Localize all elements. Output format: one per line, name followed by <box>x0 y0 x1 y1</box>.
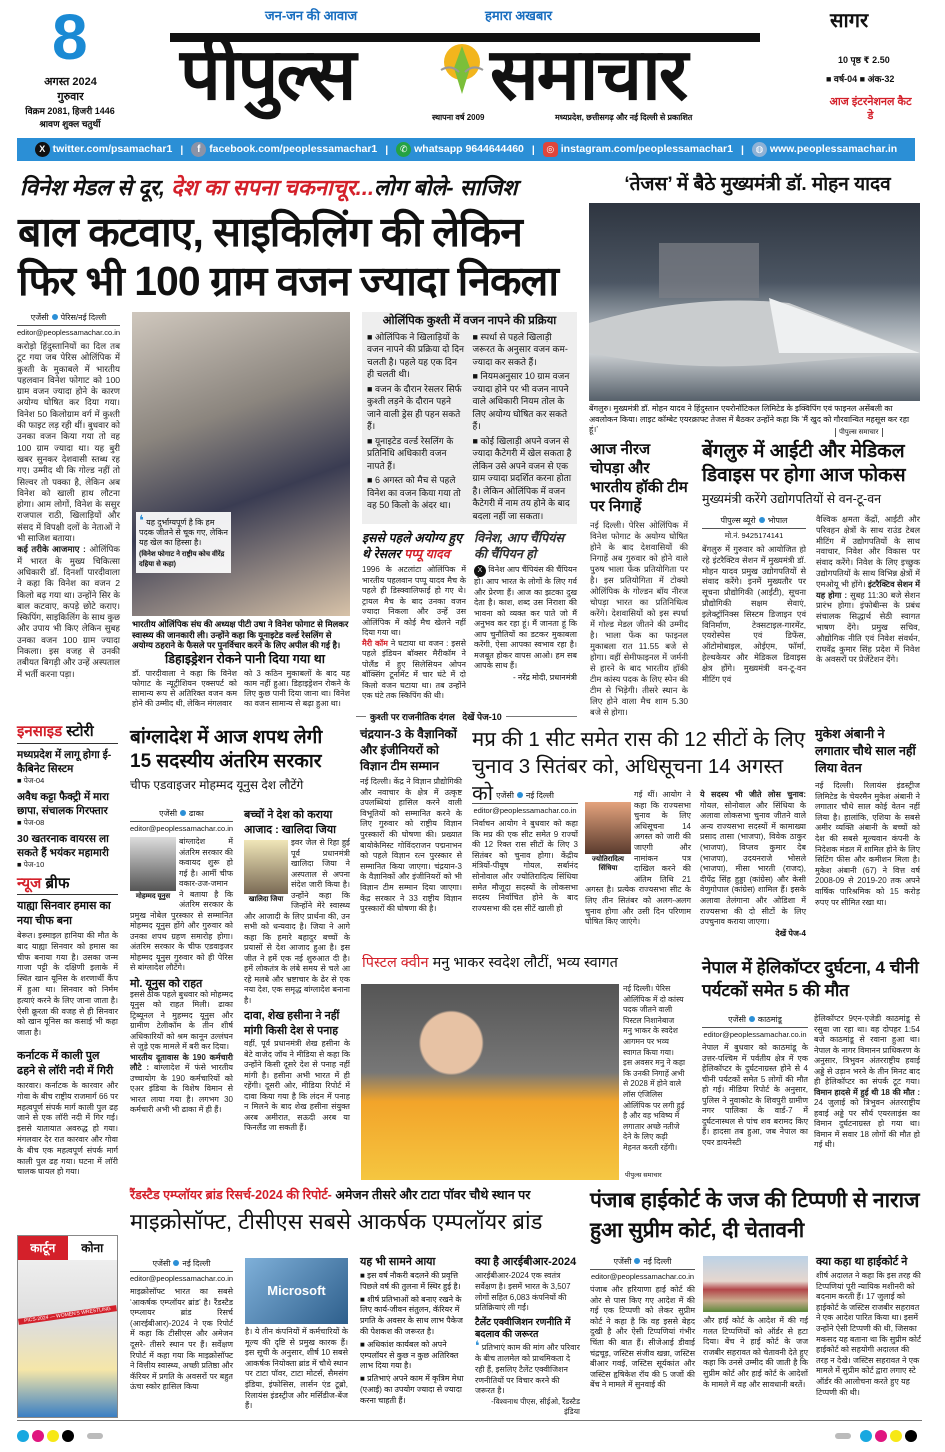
yellow-mark <box>47 1430 59 1442</box>
social-twitter[interactable]: X twitter.com/psamachar1 <box>35 142 173 157</box>
email: editor@peoplessamachar.co.in <box>590 1272 695 1281</box>
cyan-mark <box>860 1430 872 1442</box>
modi-message: विनेश, आप चैंपियंस की चैंपियन हो X विनेश आप चैंपियंस की चैंपियन हो। आप भारत के लोगों के लिए गर्व और प्रेरणा हैं। आज का झटका दुख देता है। काश, शब्द उस निराशा की भावना को व्यक्त कर पाते जो मैं अनुभव कर रहा हूं। मैं जानता हूं कि आप चुनौतियों का डटकर मुकाबला करेंगी, ऐसा आपका स्वभाव रहा है। मजबूत होकर वापस आओ। हम सब आपके साथ हैं। - नरेंद्र मोदी, प्रधानमंत्री <box>474 531 577 682</box>
instagram-icon: ◎ <box>543 142 558 157</box>
lead-kicker: विनेश मेडल से दूर, देश का सपना चकनाचूर...लोग बोले- साजिश <box>20 175 518 200</box>
dehydration-col2: को 3 कठिन मुकाबलों के बाद यह काम नहीं हुआ। डिहाइड्रेशन रोकने के लिए कुछ पानी दिया जाना था। विनेश का वजन सामान्य से बढ़ा हुआ था। <box>244 669 350 708</box>
box-item: ■ वजन के दौरान रेसलर सिर्फ कुश्ती लड़ने के दौरान पहने जाने वाली ड्रेस ही पहन सकते हैं। <box>367 383 467 433</box>
x-icon: X <box>35 142 50 157</box>
tejas-caption: बेंगलुरु। मुख्यमंत्री डॉ. मोहन यादव ने हिंदुस्तान एयरोनॉटिकल लिमिटेड के इक्विपिंग एवं फाइनल असेंबली का अवलोकन किया। लाइट कॉम्बेट एयरक्राफ्ट तेजस में बैठकर उन्होंने कहा कि ‘मैं खुद को गौरवान्वित महसूस कर रहा हूं।’ <box>589 404 910 434</box>
whatsapp-icon: ✆ <box>396 142 411 157</box>
magenta-mark <box>875 1430 887 1442</box>
dehydration-headline: डिहाइड्रेशन रोकने पानी दिया गया था <box>165 652 325 666</box>
manu-headline: पिस्टल क्वीन मनु भाकर स्वदेश लौटीं, भव्य स्वागत <box>362 955 618 971</box>
tithi: श्रावण शुक्ल चतुर्थी <box>39 119 101 129</box>
vinesh-photo <box>132 312 350 616</box>
magenta-mark <box>32 1430 44 1442</box>
inside-item[interactable]: 30 खतरनाक वायरस ला सकते हैं भयंकर महामारी ■ पेज-10 <box>17 832 109 869</box>
box-item: ■ स्पर्धा से पहले खिलाड़ी जरूरत के अनुसार वजन कम-ज्यादा कर सकते हैं। <box>473 331 573 369</box>
issue-month: अगस्त 2024 <box>44 76 97 88</box>
email: editor@peoplessamachar.co.in <box>473 806 577 815</box>
khaleda-photo <box>244 840 288 894</box>
byline: एजेंसी पेरिस/नई दिल्ली <box>17 312 120 326</box>
lead-headline: बाल कटवाए, साइकिलिंग की लेकिन फिर भी 100 ग्राम वजन ज्यादा निकला <box>18 209 558 304</box>
issue-day: 8 <box>52 1 88 73</box>
box-item: ■ कोई खिलाड़ी अपने वजन से ज्यादा कैटेगरी में खेल सकता है लेकिन उसे अपने वजन से एक ग्राम ज्यादा प्रदर्शित करना होता है। लेकिन ओलिंपिक में वजन कैटेगरी में नाम तय होने के बाद बदला नहीं जा सकता। <box>473 435 573 523</box>
neeraj-story: आज नीरज चोपड़ा और भारतीय हॉकी टीम पर निगाहें नई दिल्ली। पेरिस ओलिंपिक में विनेश फोगाट के अयोग्य घोषित होने के बाद देशवासियों की निगाहें अब गुरुवार को होने वाले पुरुष भाला फेंक प्रतियोगिता पर है। इस प्रतियोगिता में टोक्यो ओलिंपिक के गोल्डन बॉय नीरज चोपड़ा भारत का प्रतिनिधित्व करेंगे। देशवासियों को इस स्पर्धा में गोल्ड मेडल जीतने की उम्मीद है। भाला फेंक का फाइनल मुकाबला रात 11.55 बजे से होगा। वहीं सेमीफाइनल में जर्मनी से हारने के बाद भारतीय हॉकी टीम कांस्य पदक के लिए स्पेन की टीम से भिड़ेगी। तीसरे स्थान के लिए होने वाला मैच शाम 5.30 बजे से होगा। <box>590 441 688 717</box>
microsoft-photo: Microsoft <box>245 1258 348 1324</box>
bangladesh-story: बांग्लादेश में आज शपथ लेगी 15 सदस्यीय अंतरिम सरकार चीफ एडवाइजर मोहम्मद यूनुस देश लौटेंगे <box>130 727 323 792</box>
masthead <box>0 0 945 136</box>
box-item: ■ 6 अगस्त को मैच से पहले विनेश का वजन किया गया तो वह 50 किलो के अंदर था। <box>367 474 467 512</box>
supreme-court-photo <box>703 1256 808 1312</box>
logo-pen-icon <box>437 40 487 96</box>
inside-item[interactable]: अवैध कट्टा फैक्ट्री में मारा छापा, संचालक गिरफ्तार ■ पेज-08 <box>17 790 110 827</box>
jet-illustration <box>589 203 920 401</box>
khaleda-caption: खालिदा जिया <box>248 896 284 903</box>
yellow-mark <box>890 1430 902 1442</box>
randstad-kicker: रैंडस्टैड एम्प्लॉयर ब्रांड रिसर्च-2024 की रिपोर्ट- अमेजन तीसरे और टाटा पॉवर चौथे स्थान पर <box>130 1188 531 1202</box>
social-whatsapp[interactable]: ✆ whatsapp 9644644460 <box>396 142 524 157</box>
black-mark <box>905 1430 917 1442</box>
quote-icon: ❛ <box>475 1338 480 1354</box>
special-day: आज इंटरनेशनल कैट डे <box>829 96 912 122</box>
byline: एजेंसी काठमांडू <box>702 1014 808 1028</box>
manu-body: नई दिल्ली। पेरिस ओलिंपिक में दो कांस्य पदक जीतने वाली पिस्टल निशानेबाज मनु भाकर के स्वदेश आगमन पर भव्य स्वागत किया गया। इस अवसर मनु ने कहा कि उनकी निगाहें अभी से 2028 में होने वाले लॉस एंजिलिस ओलिंपिक पर लगी हुई है और वह भविष्य में लगातार अच्छे नतीजे देने के लिए कड़ी मेहनत करती रहेंगी। <box>623 984 685 1152</box>
facebook-icon: f <box>191 142 206 157</box>
byline: एजेंसी नई दिल्ली <box>130 1258 233 1272</box>
scindia-figure <box>585 802 631 873</box>
quote-icon: ❛ <box>139 512 144 528</box>
tejas-credit: पीपुल्स समाचार <box>835 428 883 437</box>
rajyasabha-headline: मप्र की 1 सीट समेत रास की 12 सीटों के लिए चुनाव 3 सितंबर को, अधिसूचना 14 अगस्त को <box>472 728 806 805</box>
lead-refer: कुश्ती पर राजनीतिक दंगल देखें पेज-10 <box>366 710 506 723</box>
chandrayaan-story: चंद्रयान-3 के वैज्ञानिकों और इंजीनियरों को विज्ञान टीम सम्मान नई दिल्ली। केंद्र ने विज्ञान प्रौद्योगिकी और नवाचार के क्षेत्र में उत्कृष्ट उपलब्धियां हासिल करने वाली विभूतियों को सम्मानित करने के लिए गुरुवार को राष्ट्रीय विज्ञान पुरस्कारों की घोषणा की। प्रख्यात बायोकेमिस्ट गोविंदराजन पद्मनाभन को पहले विज्ञान रत्न पुरस्कार से सम्मानित किया जाएगा। चंद्रयान-3 के वैज्ञानिकों और इंजीनियरों को भी विज्ञान टीम सम्मान दिया जाएगा। केंद्र सरकार ने 33 राष्ट्रीय विज्ञान पुरस्कारों की घोषणा की है। <box>360 727 462 914</box>
editions: मध्यप्रदेश, छत्तीसगढ़ और नई दिल्ली से प्रकाशित <box>555 113 693 122</box>
lead-left-column: एजेंसी पेरिस/नई दिल्ली editor@peoplessamachar.co.in करोड़ो हिंदुस्तानियों का दिल तब टूट गया जब पेरिस ओलिंपिक में कुश्ती के मुकाबले में भारतीय पहलवान विनेश फोगाट को 100 ग्राम वजन ज्यादा होने के कारण अयोग्य घोषित कर दिया गया। विनेश 50 किलोग्राम वर्ग में कुश्ती की फाइट लड़ रही थीं। बुधवार को उनका वजन किया गया तो वह 100 ग्राम ज्यादा था। यह बुरी खबर सुनकर देशवासी स्तब्ध रह गए। उम्मीद थी कि गोल्ड नहीं तो सिल्वर तो पक्का है, लेकिन अब विनेश को खाली हाथ लौटना होगा। आम लोगों, विनेश के ससुर राजपाल राठी, खिलाड़ियों और संसद में विपक्षी दलों के नेताओं ने भी साजिश बताया। कई तरीके आजमाए : ओलिंपिक में भारत के मुख्य चिकित्सा अधिकारी डॉ. दिनशॉ पारदीवाला ने कहा कि विनेश का वजन 2 किलो बढ़ गया था। उन्होंने सिर के बाल कटवाए, कपड़े छोटे कराए। स्किपिंग, साइकिलिंग के साथ कुछ और उपाय भी किए लेकिन सुबह उनका वजन 100 ग्राम ज्यादा निकला। इस वजह से उनकी तबीयत बिगड़ी और उन्हें अस्पताल में भर्ती करना पड़ा। <box>17 313 121 679</box>
pappu-yadav-story: इससे पहले अयोग्य हुए थे रेसलर पप्पू यादव 1996 के अटलांटा ओलिंपिक में भारतीय पहलवान पप्पू यादव मैच के पहले ही डिस्क्वालिफाई हो गए थे। ट्रायल मैच के बाद उनका वजन ज्यादा निकला और उन्हें उस ओलिंपिक में कोई मैच खेलने नहीं दिया गया था। मैरी कॉम ने घटाया था वजन : इससे पहले इंडियन बॉक्सर मैरीकॉम ने पोलैंड में हुए सिलेसियन ओपन बॉक्सिंग टूर्नामेंट में चार घंटे में दो किलो वजन घटाया था। तब उन्होंने एक घंटे तक स्किपिंग की थी। <box>362 531 466 700</box>
box-item: ■ यूनाइटेड वर्ल्ड रेसलिंग के प्रतिनिधि अधिकारी वजन नापते हैं। <box>367 435 467 473</box>
byline: एजेंसी ढाका <box>130 808 233 822</box>
scindia-caption: ज्योतिरादित्य सिंधिया <box>592 856 624 872</box>
year-issue: ■ वर्ष-04 ■ अंक-32 <box>826 74 895 84</box>
email: editor@peoplessamachar.co.in <box>17 328 121 337</box>
byline: एजेंसी नई दिल्ली <box>472 790 578 804</box>
khaleda-figure <box>244 840 288 904</box>
samvat: विक्रम 2081, हिजरी 1446 <box>25 106 115 116</box>
email: editor@peoplessamachar.co.in <box>130 824 234 833</box>
lead-body: करोड़ो हिंदुस्तानियों का दिल तब टूट गया जब पेरिस ओलिंपिक में कुश्ती के मुकाबले में भारतीय पहलवान विनेश फोगाट को 100 ग्राम वजन ज्यादा होने के कारण अयोग्य घोषित कर दिया गया। विनेश 50 किलोग्राम वर्ग में कुश्ती की फाइट लड़ रही थीं। बुधवार को उनका वजन किया गया तो वह 100 ग्राम ज्यादा था। यह बुरी खबर सुनकर देशवासी स्तब्ध रह गए। उम्मीद थी कि गोल्ड नहीं तो सिल्वर तो पक्का है, लेकिन अब विनेश को खाली हाथ लौटना होगा। आम लोगों, विनेश के ससुर राजपाल राठी, खिलाड़ियों और संसद में विपक्षी दलों के नेताओं ने भी साजिश बताया। <box>17 341 120 544</box>
manu-photo <box>361 984 619 1180</box>
box-item: ■ ओलिंपिक ने खिलाड़ियों के वजन नापने की प्रक्रिया दो दिन चलती है। पहले यह एक दिन ही चलती थी। <box>367 331 467 381</box>
ambani-story: मुकेश अंबानी ने लगातार चौथे साल नहीं लिया वेतन नई दिल्ली। रिलायंस इंडस्ट्रीज लिमिटेड के चेयरमैन मुकेश अंबानी ने लगातार चौथे साल कोई वेतन नहीं लिया है। हालांकि, एशिया के सबसे अमीर व्यक्ति अंबानी के बच्चों को देश की सबसे मूल्यवान कंपनी के निदेशक मंडल में शामिल होने के लिए सिटिंग फीस और कमीशन मिला है। मुकेश अंबानी (67) ने वित्त वर्ष 2008-09 से 2019-20 तक अपने वार्षिक पारिश्रमिक को 15 करोड़ रुपए पर सीमित रखा था। <box>815 727 920 907</box>
byline: एजेंसी नई दिल्ली <box>590 1256 695 1270</box>
tagline-left: जन-जन की आवाज <box>265 8 358 23</box>
tejas-headline: ‘तेजस’ में बैठे मुख्यमंत्री डॉ. मोहन यादव <box>624 174 891 195</box>
gray-bar-mark <box>87 1433 103 1439</box>
social-bar: X twitter.com/psamachar1 | f facebook.com/peoplessamachar1 | ✆ whatsapp 9644644460 | ◎ instagram.com/peoplessamachar1 | ◍ www.peoplessamachar.in <box>17 138 915 161</box>
email: editor@peoplessamachar.co.in <box>703 1030 807 1039</box>
weighing-process-box: ओलिंपिक कुश्ती में वजन नापने की प्रक्रिया ■ ओलिंपिक ने खिलाड़ियों के वजन नापने की प्रक्रिया दो दिन चलती है। पहले यह एक दिन ही चलती थी। ■ वजन के दौरान रेसलर सिर्फ कुश्ती लड़ने के दौरान पहने जाने वाली ड्रेस ही पहन सकते हैं। ■ यूनाइटेड वर्ल्ड रेसलिंग के प्रतिनिधि अधिकारी वजन नापते हैं। ■ 6 अगस्त को मैच से पहले विनेश का वजन किया गया तो वह 50 किलो के अंदर था। ■ स्पर्धा से पहले खिलाड़ी जरूरत के अनुसार वजन कम-ज्यादा कर सकते हैं। ■ नियमअनुसार 10 ग्राम वजन ज्यादा होने पर भी वजन नापने वाले अधिकारी नियम तोल के लिए अयोग्य घोषित कर सकते हैं। ■ कोई खिलाड़ी अपने वजन से ज्यादा कैटेगरी में खेल सकता है लेकिन उसे अपने वजन से एक ग्राम ज्यादा प्रदर्शित करना होता है। लेकिन ओलिंपिक में वजन कैटेगरी में नाम तय होने के बाद बदला नहीं जा सकता। <box>362 312 577 524</box>
yunus-caption: मोहम्मद यूनुस <box>135 893 171 900</box>
email: editor@peoplessamachar.co.in <box>130 1274 234 1283</box>
black-mark <box>62 1430 74 1442</box>
scindia-photo <box>585 802 631 854</box>
x-icon: X <box>474 565 486 577</box>
pages-price: 10 पृष्ठ ₹ 2.50 <box>838 55 890 65</box>
edition-city: सागर <box>830 10 869 32</box>
rebr-box: क्या है आरईबीआर-2024 आरईबीआर-2024 एक स्वतंत्र सर्वेक्षण है। इसमें भारत के 3,507 लोगों सहित 6,083 कंपनियों की प्रतिक्रियाएं ली गईं। टैलेंट एक्वीजिशन रणनीति में बदलाव की जरूरत ❛ प्रतिभाएं काम की मांग और परिवार के बीच तालमेल को प्राथमिकता दे रही हैं, इसलिए टैलेंट एक्वीजिशन रणनीतियों पर विचार करने की जरूरत है। -विश्वनाथ पीएस, सीईओ, रैंडस्टैड इंडिया <box>475 1256 580 1417</box>
punjab-headline: पंजाब हाईकोर्ट के जज की टिप्पणी से नाराज हुआ सुप्रीम कोर्ट, दी चेतावनी <box>590 1189 920 1242</box>
print-marks-left <box>17 1430 103 1442</box>
vinesh-photo-caption: भारतीय ओलिंपिक संघ की अध्यक्ष पीटी उषा ने विनेश फोगाट से मिलकर स्वास्थ्य की जानकारी ली। उन्होंने कहा कि यूनाइटेड वर्ल्ड रेसलिंग से अयोग्य ठहराने के फैसले पर पुनर्विचार करने के लिए अपील की गई है। <box>132 619 349 650</box>
box-item: ■ नियमअनुसार 10 ग्राम वजन ज्यादा होने पर भी वजन नापने वाले अधिकारी नियम तोल के लिए अयोग्य घोषित कर सकते हैं। <box>473 370 573 433</box>
inside-item[interactable]: मध्यप्रदेश में लागू होगा ई-कैबिनेट सिस्टम ■ पेज-04 <box>17 748 112 785</box>
phone: मो.नं. 9425174141 <box>724 531 784 540</box>
yunus-photo <box>130 837 176 891</box>
print-marks-right <box>835 1430 917 1442</box>
social-facebook[interactable]: f facebook.com/peoplessamachar1 <box>191 142 377 157</box>
logo-title-left: पीपुल्स <box>180 35 355 115</box>
dehydration-col1: डॉ. पारदीवाला ने कहा कि विनेश फोगाट के न्यूट्रीशियन एक्सपर्ट को सामान्य रूप से अतिरिक्त वजन कम होने की उम्मीद थी, लेकिन मंगलवार <box>132 669 237 708</box>
nepal-headline: नेपाल में हेलिकॉप्टर दुर्घटना, 4 चीनी पर्यटकों समेत 5 की मौत <box>702 958 919 1000</box>
tagline-right: हमारा अखबार <box>485 8 553 23</box>
issue-weekday: गुरुवार <box>57 91 84 103</box>
byline: पीपुल्स ब्यूरो भोपाल <box>702 515 806 529</box>
manu-credit: पीपुल्स समाचार <box>625 1172 662 1179</box>
bengaluru-story: बेंगलुरु में आईटी और मेडिकल डिवाइस पर होगा आज फोकस मुख्यमंत्री करेंगे उद्योगपतियों से वन-टू-वन <box>702 441 906 506</box>
randstad-headline: माइक्रोसॉफ्ट, टीसीएस सबसे आकर्षक एम्पलॉयर ब्रांड <box>130 1209 543 1234</box>
footer-rule <box>17 1420 922 1421</box>
also-emerged-box: यह भी सामने आया ■ इस वर्ष नौकरी बदलने की प्रवृत्ति पिछले वर्ष की तुलना में स्थिर हुई है। ■ शीर्ष प्रतिभाओं को बनाए रखने के लिए कार्य-जीवन संतुलन, कॅरियर में प्रगति के अवसर के साथ लाभ पैकेज की पेशकश की जरूरत है। ■ अधिकांश कार्यबल को अपने एम्पलॉयर से कुछ न कुछ अतिरिक्त लाभ दिया गया है। ■ प्रतिभाएं अपने काम में कृत्रिम मेधा (एआई) का उपयोग ज्यादा से ज्यादा करना चाहती हैं। <box>360 1256 465 1409</box>
social-website[interactable]: ◍ www.peoplessamachar.in <box>752 142 897 157</box>
cartoon-image: PICS-2024 — WOMEN'S WRESTLING <box>18 1260 117 1417</box>
tejas-photo <box>589 203 920 401</box>
social-instagram[interactable]: ◎ instagram.com/peoplessamachar1 <box>543 142 733 157</box>
cyan-mark <box>17 1430 29 1442</box>
inside-story: इनसाइड स्टोरी मध्यप्रदेश में लागू होगा ई-कैबिनेट सिस्टम ■ पेज-04 अवैध कट्टा फैक्ट्री में मारा छापा, संचालक गिरफ्तार ■ पेज-08 30 खतरनाक वायरस ला सकते हैं भयंकर महामारी ■ पेज-10 न्यूज ब्रीफ याह्या सिनवार हमास का नया चीफ बना बेरूत। इस्माइल हानिया की मौत के बाद याह्या सिनवार को हमास का चीफ बनाया गया है। उसका जन्म गाजा पट्टी के दक्षिणी इलाके में स्थित खान यूनिस के शरणार्थी कैंप में हुआ था। सिनवार को निर्मम हत्याएं करने के लिए जाना जाता है। ऐसी क्रूरता की वजह से ही सिनवार को खान यूनिस का कसाई भी कहा जाता है। कर्नाटक में काली पुल ढहने से लॉरी नदी में गिरी कारवार। कर्नाटक के कारवार और गोवा के बीच राष्ट्रीय राजमार्ग 66 पर महत्वपूर्ण संपर्क मार्ग काली पुल ढह जाने से एक लॉरी नदी में गिर गई। इससे यातायात अवरुद्ध हो गया। मंगलवार देर रात कारवार और गोवा के बीच एक महत्वपूर्ण संपर्क मार्ग काली पुल ढह गया। घटना में लॉरी चालक घायल हो गया। <box>17 723 118 1177</box>
logo-title-right: समाचार <box>490 35 687 115</box>
quote-box: ❛ यह दुर्भाग्यपूर्ण है कि हम पदक जीतने से चूक गए, लेकिन यह खेल का हिस्सा है। (विनेश फोगाट ने राष्ट्रीय कोच वीरेंद्र दहिया से कहा) <box>136 512 231 573</box>
founded-year: स्थापना वर्ष 2009 <box>432 113 485 122</box>
globe-icon: ◍ <box>752 142 767 157</box>
cartoon-corner: कार्टून कोना PICS-2024 — WOMEN'S WRESTLING <box>17 1235 118 1418</box>
gray-bar-mark <box>835 1433 851 1439</box>
yunus-figure <box>130 837 176 901</box>
